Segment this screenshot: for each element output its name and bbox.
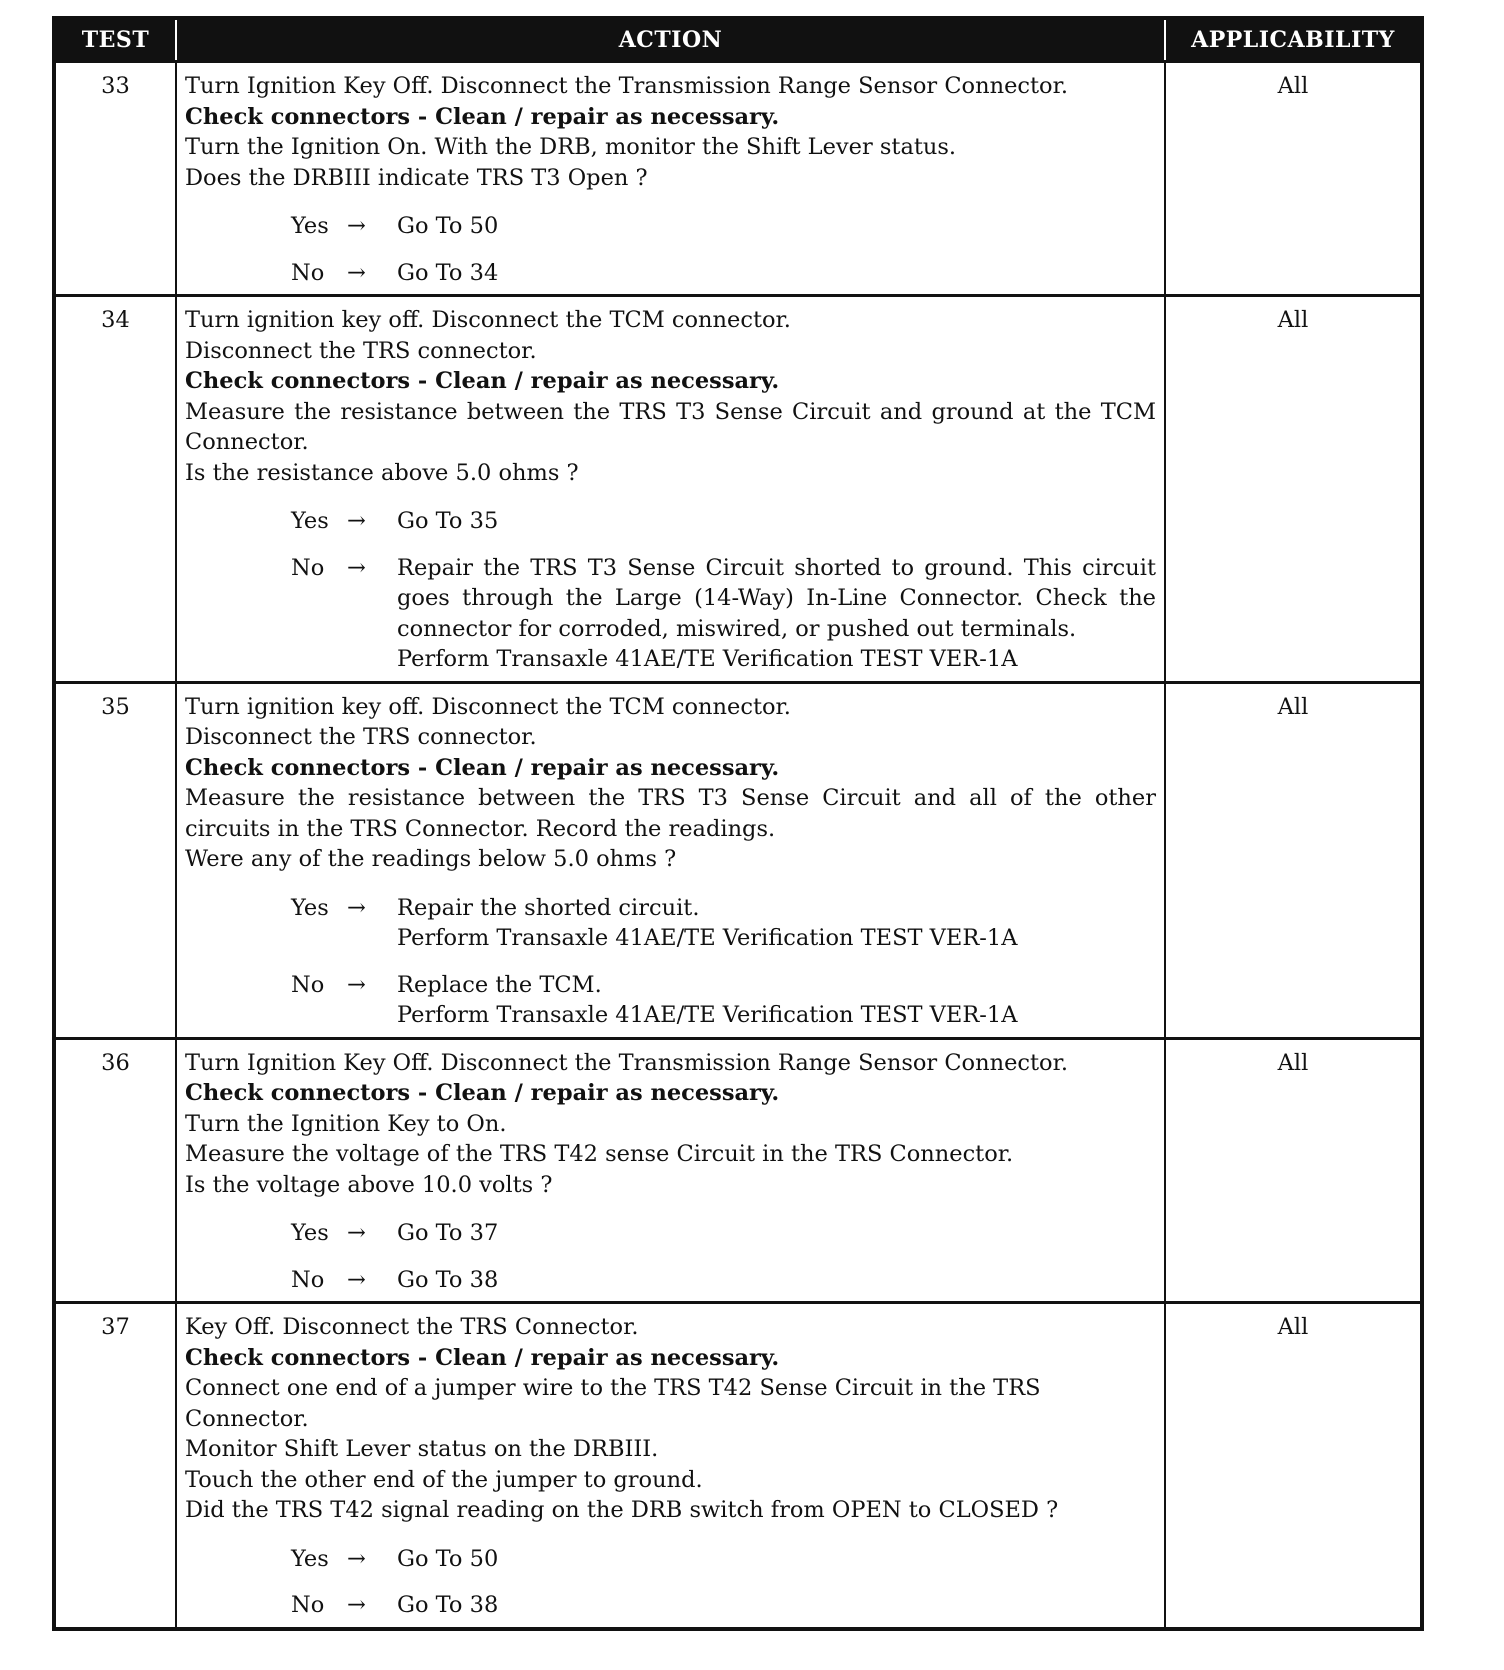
applicability-value: All (1165, 1038, 1422, 1303)
action-cell (176, 1303, 1165, 1629)
outcome-text (397, 970, 1156, 1031)
check-connectors-note: Check connectors - Clean / repair as necessary. (185, 368, 780, 394)
table-body (54, 62, 1422, 1629)
test-number: 37 (54, 1303, 176, 1629)
outcome-label: No (291, 1592, 325, 1618)
action-step: Does the DRBIII indicate TRS T3 Open ? (185, 164, 648, 191)
table-row (54, 1038, 1422, 1303)
action-cell (176, 62, 1165, 296)
outcome-line: Go To 50 (397, 213, 499, 239)
action-step: Measure the resistance between the TRS T3 Sense Circuit and all of the other (185, 785, 1156, 811)
column-header-action: ACTION (176, 18, 1165, 62)
outcome-text (397, 1265, 1156, 1296)
arrow-right-icon: → (347, 259, 366, 286)
outcome-line: Go To 35 (397, 508, 499, 534)
action-step: Is the voltage above 10.0 volts ? (185, 1171, 553, 1198)
action-step: Did the TRS T42 signal reading on the DRB switch from OPEN to CLOSED ? (185, 1497, 1059, 1523)
check-connectors-note: Check connectors - Clean / repair as necessary. (185, 103, 780, 130)
check-connectors-note: Check connectors - Clean / repair as necessary. (185, 1080, 780, 1106)
check-connectors-note: Check connectors - Clean / repair as necessary. (185, 1344, 780, 1371)
outcome-line: goes through the Large (14-Way) In-Line Connector. Check the (397, 585, 1156, 611)
action-cell (176, 296, 1165, 683)
test-number: 36 (54, 1038, 176, 1303)
action-step: Monitor Shift Lever status on the DRBIII. (185, 1436, 659, 1462)
applicability-value: All (1165, 296, 1422, 683)
arrow-right-icon: → (347, 508, 366, 534)
table-row (54, 296, 1422, 683)
outcome-yes (185, 1544, 1156, 1575)
action-step: Measure the resistance between the TRS T3 Sense Circuit and ground at the TCM (185, 398, 1156, 425)
test-number: 33 (54, 62, 176, 296)
action-step: Were any of the readings below 5.0 ohms ? (185, 846, 677, 872)
outcome-no (185, 553, 1156, 675)
outcome-line: Go To 34 (397, 259, 499, 286)
action-step: Connector. (185, 429, 309, 455)
action-step: Turn Ignition Key Off. Disconnect the Transmission Range Sensor Connector. (185, 1049, 1069, 1076)
outcome-line: Perform Transaxle 41AE/TE Verification TEST VER-1A (397, 646, 1018, 672)
arrow-right-icon: → (347, 1220, 366, 1246)
outcome-label: Yes (291, 508, 329, 534)
outcome-no (185, 1590, 1156, 1621)
outcome-label: No (291, 259, 325, 286)
action-step: Measure the voltage of the TRS T42 sense Circuit in the TRS Connector. (185, 1141, 1014, 1167)
action-step: Turn ignition key off. Disconnect the TCM connector. (185, 693, 791, 720)
outcome-text (397, 1218, 1156, 1249)
test-number: 35 (54, 682, 176, 1038)
outcome-line: Perform Transaxle 41AE/TE Verification TEST VER-1A (397, 925, 1018, 951)
action-step: Turn the Ignition On. With the DRB, monitor the Shift Lever status. (185, 134, 957, 160)
outcome-text (397, 893, 1156, 954)
check-connectors-note: Check connectors - Clean / repair as necessary. (185, 754, 780, 781)
outcome-label: Yes (291, 1545, 329, 1572)
arrow-right-icon: → (347, 554, 366, 581)
outcome-label: Yes (291, 894, 329, 921)
outcome-label: Yes (291, 1220, 329, 1246)
column-header-test: TEST (54, 18, 176, 62)
outcome-list (185, 1218, 1156, 1295)
outcome-text (397, 506, 1156, 537)
outcome-line: Go To 38 (397, 1266, 499, 1293)
action-step: Is the resistance above 5.0 ohms ? (185, 459, 579, 486)
applicability-value: All (1165, 62, 1422, 296)
arrow-right-icon: → (347, 1266, 366, 1293)
outcome-list (185, 211, 1156, 288)
action-cell (176, 1038, 1165, 1303)
action-step: Key Off. Disconnect the TRS Connector. (185, 1314, 639, 1340)
outcome-list (185, 893, 1156, 1031)
outcome-list (185, 1544, 1156, 1621)
outcome-yes (185, 1218, 1156, 1249)
outcome-text (397, 1590, 1156, 1621)
action-step: Touch the other end of the jumper to ground. (185, 1466, 703, 1493)
outcome-line: Perform Transaxle 41AE/TE Verification TEST VER-1A (397, 1002, 1018, 1028)
outcome-text (397, 1544, 1156, 1575)
outcome-line: Go To 38 (397, 1592, 499, 1618)
applicability-value: All (1165, 1303, 1422, 1629)
outcome-label: No (291, 971, 325, 998)
action-cell (176, 682, 1165, 1038)
outcome-text (397, 211, 1156, 242)
outcome-line: Go To 50 (397, 1545, 499, 1572)
applicability-value: All (1165, 682, 1422, 1038)
action-step: Disconnect the TRS connector. (185, 724, 537, 750)
outcome-list (185, 506, 1156, 675)
diagnostic-test-table (52, 16, 1424, 1631)
arrow-right-icon: → (347, 1592, 366, 1618)
arrow-right-icon: → (347, 971, 366, 998)
outcome-line: Repair the shorted circuit. (397, 894, 700, 921)
outcome-line: Go To 37 (397, 1220, 499, 1246)
outcome-line: Replace the TCM. (397, 971, 602, 998)
outcome-text (397, 258, 1156, 289)
outcome-no (185, 1265, 1156, 1296)
header-row (54, 18, 1422, 62)
action-step: Disconnect the TRS connector. (185, 337, 537, 364)
outcome-yes (185, 893, 1156, 954)
outcome-line: Repair the TRS T3 Sense Circuit shorted to ground. This circuit (397, 554, 1156, 581)
column-header-applicability: APPLICABILITY (1165, 18, 1422, 62)
action-step: Turn ignition key off. Disconnect the TCM connector. (185, 307, 791, 333)
outcome-no (185, 970, 1156, 1031)
arrow-right-icon: → (347, 894, 366, 921)
outcome-yes (185, 506, 1156, 537)
outcome-line: connector for corroded, miswired, or pushed out terminals. (397, 615, 1077, 642)
action-step: circuits in the TRS Connector. Record the readings. (185, 815, 776, 842)
arrow-right-icon: → (347, 213, 366, 239)
table-row (54, 62, 1422, 296)
outcome-label: No (291, 554, 325, 581)
outcome-no (185, 258, 1156, 289)
table-row (54, 1303, 1422, 1629)
outcome-label: Yes (291, 213, 329, 239)
action-step: Connect one end of a jumper wire to the TRS T42 Sense Circuit in the TRS Connector. (185, 1375, 1041, 1432)
table-row (54, 682, 1422, 1038)
outcome-text (397, 553, 1156, 675)
action-step: Turn the Ignition Key to On. (185, 1110, 507, 1137)
action-step: Turn Ignition Key Off. Disconnect the Transmission Range Sensor Connector. (185, 73, 1069, 99)
test-number: 34 (54, 296, 176, 683)
outcome-yes (185, 211, 1156, 242)
outcome-label: No (291, 1266, 325, 1293)
arrow-right-icon: → (347, 1545, 366, 1572)
